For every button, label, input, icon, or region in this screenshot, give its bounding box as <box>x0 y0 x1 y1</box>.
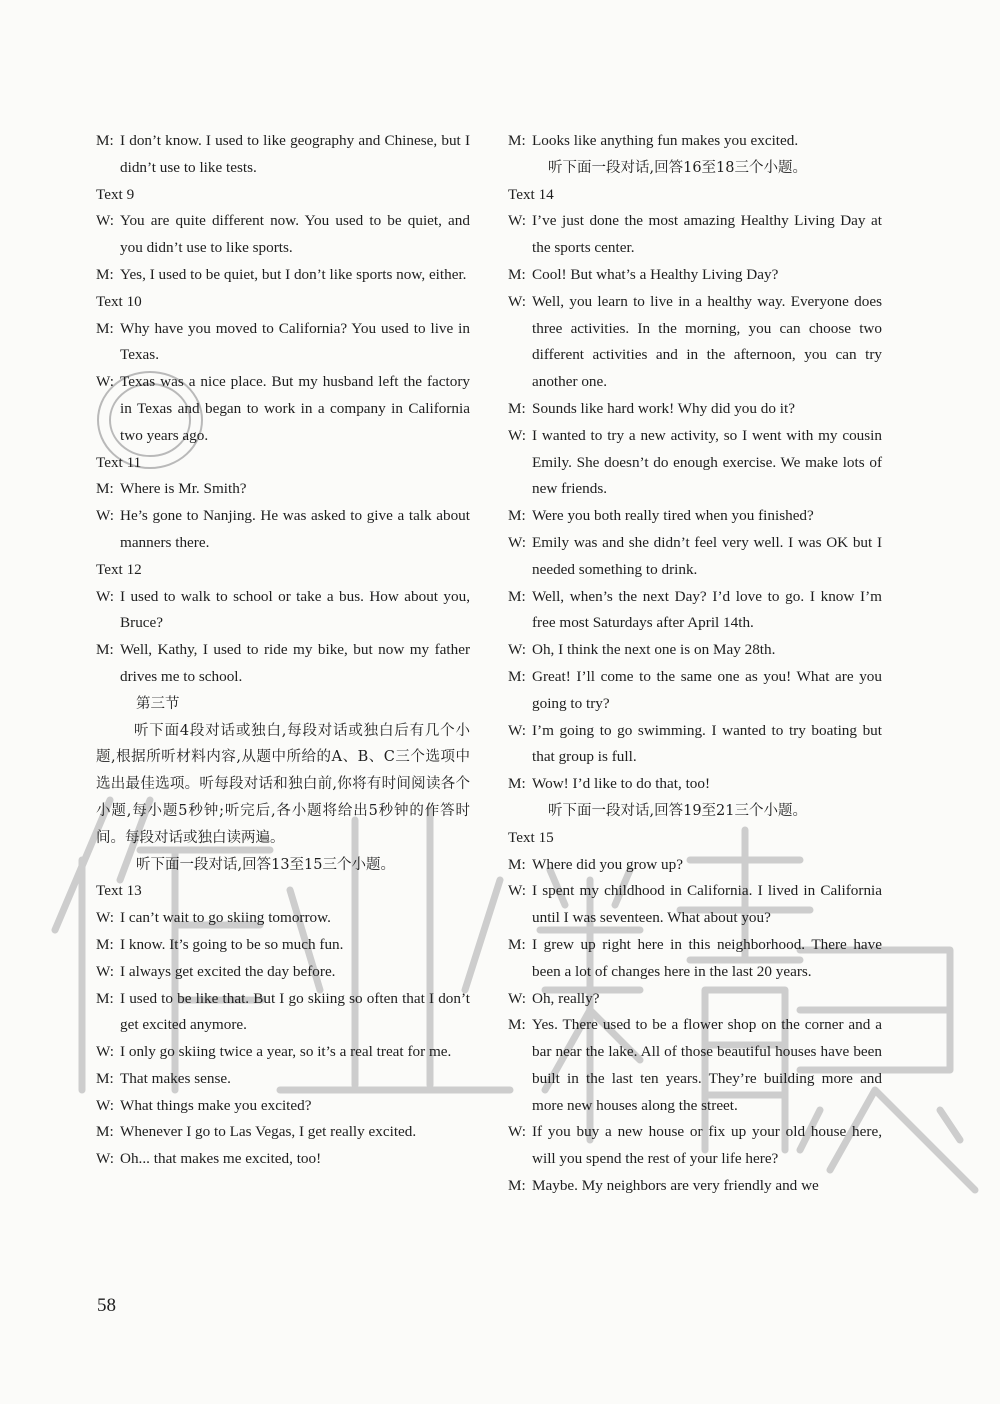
speaker-label: W: <box>96 1096 114 1114</box>
dialogue-turn <box>96 1066 470 1093</box>
dialogue-turn <box>508 208 882 262</box>
section-instructions: 听下面4段对话或独白,每段对话或独白后有几个小题,根据所听材料内容,从题中所给的A、B、C三个选项中选出最佳选项。听每段对话和独白前,你将有时间阅读各个小题,每小题5秒钟;听完后,各小题将给出5秒钟的作答时间。每段对话或独白读两遍。 <box>96 722 470 846</box>
utterance: I know. It’s going to be so much fun. <box>120 935 344 953</box>
speaker-label: M: <box>96 1123 114 1141</box>
speaker-label: W: <box>96 1150 114 1168</box>
utterance: I’m going to go swimming. I wanted to try boating but that group is full. <box>532 721 882 766</box>
dialogue-turn <box>96 584 470 638</box>
speaker-label: M: <box>96 132 114 149</box>
dialogue-turn <box>96 128 470 182</box>
speaker-label: M: <box>508 132 526 149</box>
utterance: Where is Mr. Smith? <box>120 480 247 498</box>
speaker-label: M: <box>508 667 526 685</box>
text-heading: Text 14 <box>508 185 554 203</box>
speaker-label: M: <box>508 507 526 525</box>
utterance: Looks like anything fun makes you excited. <box>532 132 799 149</box>
speaker-label: W: <box>508 641 526 659</box>
speaker-label: W: <box>508 212 526 230</box>
speaker-label: W: <box>508 882 526 900</box>
section-heading: 第三节 <box>136 695 180 712</box>
utterance: I grew up right here in this neighborhood. There have been a lot of changes here in the last 20 years. <box>532 935 882 980</box>
dialogue-turn <box>508 664 882 718</box>
text-heading: Text 11 <box>96 453 142 471</box>
dialogue-turn <box>508 878 882 932</box>
speaker-label: W: <box>96 587 114 605</box>
dialogue-turn <box>96 208 470 262</box>
dialogue-turn <box>508 396 882 423</box>
speaker-label: W: <box>508 533 526 551</box>
speaker-label: M: <box>96 1069 114 1087</box>
utterance: Where did you grow up? <box>532 855 683 873</box>
dialogue-turn <box>96 986 470 1040</box>
utterance: I wanted to try a new activity, so I went with my cousin Emily. She doesn’t do enough exercise. We make lots of new friends. <box>532 426 882 498</box>
speaker-label: M: <box>96 989 114 1007</box>
dialogue-turn <box>96 262 470 289</box>
dialogue-turn <box>96 932 470 959</box>
utterance: I spent my childhood in California. I lived in California until I was seventeen. What about you? <box>532 882 882 927</box>
speaker-label: W: <box>96 1043 114 1061</box>
dialogue-turn <box>96 637 470 691</box>
speaker-label: W: <box>96 507 114 525</box>
utterance: Oh, really? <box>532 989 600 1007</box>
speaker-label: W: <box>96 373 114 391</box>
speaker-label: M: <box>508 399 526 417</box>
speaker-label: M: <box>508 775 526 793</box>
speaker-label: W: <box>508 426 526 444</box>
utterance: I used to walk to school or take a bus. How about you, Bruce? <box>120 587 470 632</box>
dialogue-turn <box>96 1039 470 1066</box>
speaker-label: W: <box>96 962 114 980</box>
utterance: Well, Kathy, I used to ride my bike, but now my father drives me to school. <box>120 641 470 685</box>
speaker-label: M: <box>508 855 526 873</box>
speaker-label: M: <box>508 1016 526 1034</box>
speaker-label: W: <box>508 1123 526 1141</box>
text-heading: Text 9 <box>96 185 135 203</box>
utterance: Yes. There used to be a flower shop on the corner and a bar near the lake. All of those beautiful houses have been built in the last ten years. They’re building more and more new houses along the street. <box>532 1016 882 1114</box>
utterance: Sounds like hard work! Why did you do it? <box>532 399 795 417</box>
utterance: Well, you learn to live in a healthy way. Everyone does three activities. In the morning, you can choose two different activities and in the afternoon, you can try another one. <box>532 292 882 391</box>
utterance: Whenever I go to Las Vegas, I get really excited. <box>120 1123 417 1141</box>
dialogue-turn <box>508 503 882 530</box>
right-column <box>508 128 882 1200</box>
utterance: I used to be like that. But I go skiing so often that I don’t get excited anymore. <box>120 989 470 1034</box>
speaker-label: M: <box>96 319 114 337</box>
speaker-label: M: <box>508 935 526 953</box>
dialogue-turn <box>508 718 882 772</box>
speaker-label: W: <box>508 721 526 739</box>
dialogue-turn <box>508 128 882 155</box>
dialogue-turn <box>96 1093 470 1120</box>
dialogue-turn <box>508 262 882 289</box>
dialogue-turn <box>508 289 882 396</box>
utterance: I can’t wait to go skiing tomorrow. <box>120 909 331 927</box>
utterance: I’ve just done the most amazing Healthy Living Day at the sports center. <box>532 212 882 257</box>
speaker-label: M: <box>96 641 114 659</box>
speaker-label: M: <box>96 265 114 283</box>
utterance: What things make you excited? <box>120 1096 312 1114</box>
dialogue-turn <box>508 986 882 1013</box>
utterance: Were you both really tired when you finished? <box>532 507 814 525</box>
dialogue-turn <box>508 530 882 584</box>
dialogue-turn <box>96 1146 470 1173</box>
utterance: Cool! But what’s a Healthy Living Day? <box>532 265 779 283</box>
utterance: Yes, I used to be quiet, but I don’t like sports now, either. <box>120 265 467 283</box>
question-instruction: 听下面一段对话,回答16至18三个小题。 <box>548 159 808 176</box>
left-column <box>96 128 470 1173</box>
dialogue-turn <box>508 423 882 503</box>
utterance: Oh... that makes me excited, too! <box>120 1150 322 1168</box>
speaker-label: M: <box>508 1177 526 1195</box>
dialogue-turn <box>508 637 882 664</box>
speaker-label: W: <box>96 909 114 927</box>
speaker-label: W: <box>96 212 114 230</box>
utterance: He’s gone to Nanjing. He was asked to give a talk about manners there. <box>120 507 470 551</box>
dialogue-turn <box>96 369 470 449</box>
text-heading: Text 15 <box>508 828 554 846</box>
utterance: Emily was and she didn’t feel very well. I was OK but I needed something to drink. <box>532 533 882 578</box>
utterance: Maybe. My neighbors are very friendly and we <box>532 1177 819 1195</box>
dialogue-turn <box>508 584 882 638</box>
text-heading: Text 12 <box>96 560 142 578</box>
utterance: I don’t know. I used to like geography and Chinese, but I didn’t use to like tests. <box>120 132 470 176</box>
text-heading: Text 10 <box>96 292 142 310</box>
utterance: You are quite different now. You used to be quiet, and you didn’t use to like sports. <box>120 212 470 257</box>
utterance: Why have you moved to California? You used to live in Texas. <box>120 319 470 364</box>
dialogue-turn <box>96 959 470 986</box>
dialogue-turn <box>96 316 470 370</box>
utterance: Great! I’ll come to the same one as you! What are you going to try? <box>532 667 882 712</box>
utterance: Oh, I think the next one is on May 28th. <box>532 641 776 659</box>
speaker-label: M: <box>96 480 114 498</box>
dialogue-turn <box>96 1119 470 1146</box>
dialogue-turn <box>508 932 882 986</box>
speaker-label: M: <box>508 265 526 283</box>
text-heading: Text 13 <box>96 882 142 900</box>
speaker-label: W: <box>508 292 526 310</box>
utterance: Texas was a nice place. But my husband left the factory in Texas and began to work in a company in California two years ago. <box>120 373 470 444</box>
utterance: That makes sense. <box>120 1069 231 1087</box>
dialogue-turn <box>96 503 470 557</box>
dialogue-turn <box>508 1173 882 1200</box>
speaker-label: W: <box>508 989 526 1007</box>
utterance: If you buy a new house or fix up your old house here, will you spend the rest of your life here? <box>532 1123 882 1168</box>
utterance: I always get excited the day before. <box>120 962 336 980</box>
dialogue-turn <box>508 852 882 879</box>
dialogue-turn <box>508 771 882 798</box>
utterance: I only go skiing twice a year, so it’s a real treat for me. <box>120 1043 452 1061</box>
utterance: Well, when’s the next Day? I’d love to go. I know I’m free most Saturdays after April 14th. <box>532 587 882 632</box>
dialogue-turn <box>96 905 470 932</box>
page-number: 58 <box>97 1295 116 1316</box>
dialogue-turn <box>508 1012 882 1119</box>
question-instruction: 听下面一段对话,回答13至15三个小题。 <box>136 856 396 873</box>
utterance: Wow! I’d like to do that, too! <box>532 775 711 793</box>
speaker-label: M: <box>96 935 114 953</box>
dialogue-turn <box>508 1119 882 1173</box>
dialogue-turn <box>96 476 470 503</box>
speaker-label: M: <box>508 587 526 605</box>
question-instruction: 听下面一段对话,回答19至21三个小题。 <box>548 802 808 819</box>
